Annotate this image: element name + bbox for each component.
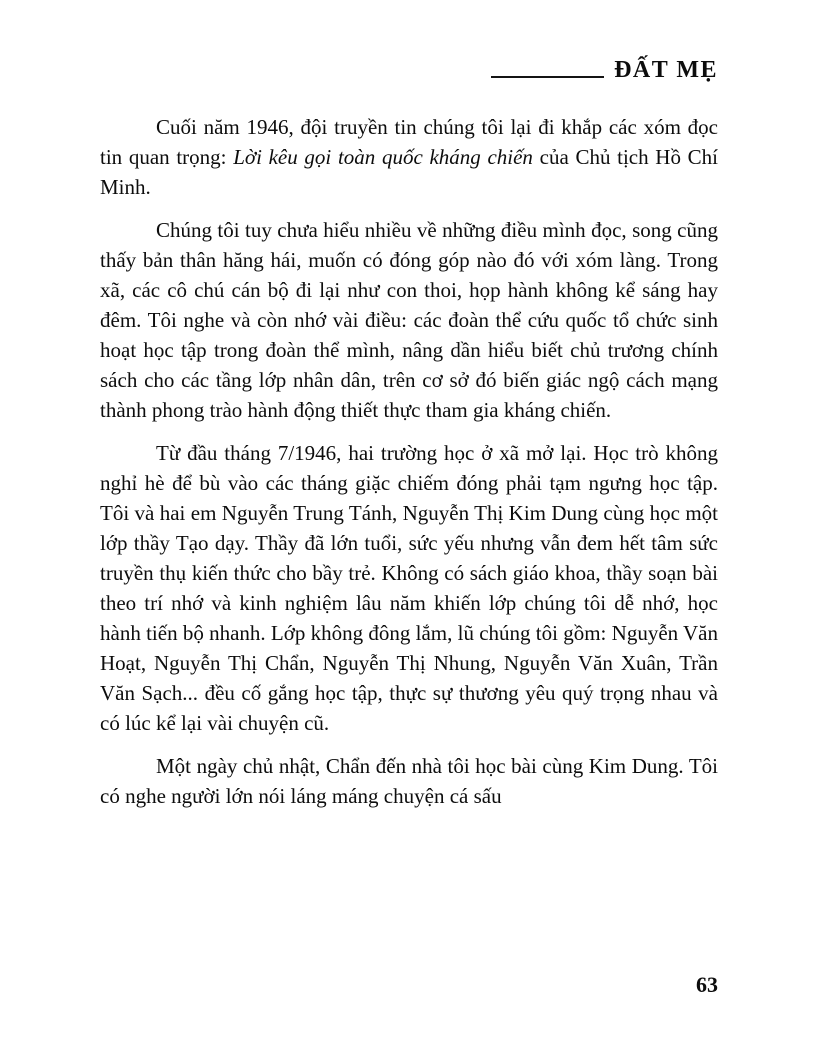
header-rule bbox=[491, 76, 604, 78]
paragraph bbox=[100, 438, 718, 738]
text-segment: Cuối năm 1946, đội truyền tin chúng tôi lại đi khắp các xóm đọc tin quan trọng: bbox=[100, 115, 718, 169]
text-segment: của Chủ tịch Hồ Chí Minh. bbox=[100, 145, 718, 199]
paragraph bbox=[100, 751, 718, 811]
italic-text-segment: Lời kêu gọi toàn quốc kháng chiến bbox=[233, 145, 533, 169]
text-segment: Chúng tôi tuy chưa hiểu nhiều về những điều mình đọc, song cũng thấy bản thân hăng hái, muốn có đóng góp nào đó với xóm làng. Trong xã, các cô chú cán bộ đi lại như con thoi, họp hành không kể sáng hay đêm. Tôi nghe và còn nhớ vài điều: các đoàn thể cứu quốc tổ chức sinh hoạt học tập trong đoàn thể mình, nâng dần hiểu biết chủ trương chính sách cho các tầng lớp nhân dân, trên cơ sở đó biến giác ngộ cách mạng thành phong trào hành động thiết thực tham gia kháng chiến. bbox=[100, 218, 718, 422]
page-number: 63 bbox=[696, 972, 718, 997]
text-segment: Một ngày chủ nhật, Chẩn đến nhà tôi học bài cùng Kim Dung. Tôi có nghe người lớn nói láng máng chuyện cá sấu bbox=[100, 754, 718, 808]
body-paragraphs bbox=[100, 112, 718, 824]
text-segment: Từ đầu tháng 7/1946, hai trường học ở xã mở lại. Học trò không nghỉ hè để bù vào các tháng giặc chiếm đóng phải tạm ngưng học tập. Tôi và hai em Nguyễn Trung Tánh, Nguyễn Thị Kim Dung cùng học một lớp thầy Tạo dạy. Thầy đã lớn tuổi, sức yếu nhưng vẫn đem hết tâm sức truyền thụ kiến thức cho bầy trẻ. Không có sách giáo khoa, thầy soạn bài theo trí nhớ và kinh nghiệm lâu năm khiến lớp chúng tôi dễ nhớ, học hành tiến bộ nhanh. Lớp không đông lắm, lũ chúng tôi gồm: Nguyễn Văn Hoạt, Nguyễn Thị Chẩn, Nguyễn Thị Nhung, Nguyễn Văn Xuân, Trần Văn Sạch... đều cố gắng học tập, thực sự thương yêu quý trọng nhau và có lúc kể lại vài chuyện cũ. bbox=[100, 441, 718, 735]
running-header bbox=[100, 58, 718, 82]
paragraph bbox=[100, 112, 718, 202]
paragraph bbox=[100, 215, 718, 425]
chapter-title: ĐẤT MẸ bbox=[614, 57, 718, 83]
